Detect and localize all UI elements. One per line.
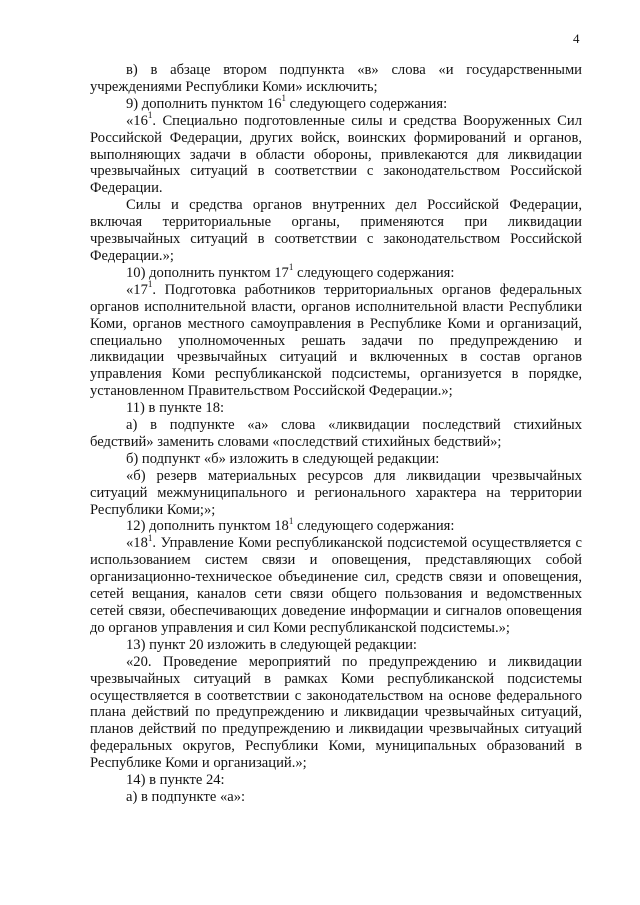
paragraph: [90, 109, 582, 198]
paragraph: [90, 532, 582, 636]
paragraph-text: следующего содержания:: [293, 518, 455, 535]
document-body: [90, 62, 582, 806]
paragraph: [90, 515, 582, 535]
paragraph: а) в подпункте «а»:: [126, 788, 246, 805]
paragraph-text: . Специально подготовленные силы и средства Вооруженных Сил Российской Федерации, других войск, воинских формирований и органов, выполняющих задачи в области обороны, привлекаются для ликвидации чрезвычайных ситуаций в соответствии с законодательством Российской Федерации.: [90, 112, 582, 197]
paragraph: [90, 262, 582, 282]
paragraph-text: следующего содержания:: [293, 264, 455, 281]
paragraph-text: «18: [126, 535, 148, 552]
superscript: 1: [288, 262, 294, 273]
paragraph-text: 9) дополнить пунктом 16: [126, 95, 282, 112]
superscript: 1: [147, 278, 153, 289]
paragraph: Силы и средства органов внутренних дел Российской Федерации, включая территориальные органы, применяются при ликвидации чрезвычайных ситуаций в соответствии с законодательством Российской Федерации.»;: [90, 197, 582, 264]
paragraph: [90, 92, 582, 113]
paragraph-text: 10) дополнить пунктом 17: [126, 264, 289, 281]
paragraph: 11) в пункте 18:: [126, 400, 225, 417]
paragraph: «20. Проведение мероприятий по предупреждению и ликвидации чрезвычайных ситуаций в рамках Коми республиканской подсистемы осуществляется в соответствии с законодательством на основе федерального плана действий по предупреждению и ликвидации чрезвычайных ситуаций, планов действий по предупреждению и ликвидации чрезвычайных ситуаций федеральных округов, Республики Коми, муниципальных образований в Республике Коми и организаций.»;: [90, 653, 582, 772]
superscript: 1: [281, 92, 287, 103]
paragraph: 13) пункт 20 изложить в следующей редакции:: [126, 636, 417, 653]
paragraph: в) в абзаце втором подпункта «в» слова «и государственными учреждениями Республики Коми» исключить;: [90, 62, 582, 95]
paragraph: [90, 278, 582, 400]
paragraph: «б) резерв материальных ресурсов для ликвидации чрезвычайных ситуаций межмуниципального и регионального характера на территории Республики Коми;»;: [90, 467, 582, 518]
superscript: 1: [147, 532, 153, 543]
paragraph: б) подпункт «б» изложить в следующей редакции:: [126, 450, 440, 467]
superscript: 1: [147, 109, 153, 120]
paragraph-text: следующего содержания:: [286, 95, 448, 112]
paragraph: а) в подпункте «а» слова «ликвидации последствий стихийных бедствий» заменить словами «последствий стихийных бедствий»;: [90, 417, 582, 450]
paragraph-text: «16: [126, 112, 148, 129]
paragraph-text: . Подготовка работников территориальных органов федеральных органов исполнительной власти, органов исполнительной власти Республики Коми, органов местного самоуправления в Республике Коми и организаций, специально уполномоченных решать задачи по предупреждению и ликвидации чрезвычайных ситуаций и включенных в состав органов управления Коми республиканской подсистемы, организуется в порядке, установленном Правительством Российской Федерации.»;: [90, 281, 582, 400]
paragraph-text: «17: [126, 281, 148, 298]
paragraph-text: . Управление Коми республиканской подсистемой осуществляется с использованием систем связи и оповещения, представляющих собой организационно-техническое объединение сил, средств связи и оповещения, сетей вещания, каналов сети связи общего пользования и ведомственных сетей связи, обеспечивающих доведение информации и сигналов оповещения до органов управления и сил Коми республиканской подсистемы.»;: [90, 535, 582, 636]
page-number: 4: [573, 31, 580, 46]
superscript: 1: [288, 515, 294, 526]
paragraph-text: 12) дополнить пунктом 18: [126, 518, 289, 535]
paragraph: 14) в пункте 24:: [126, 772, 225, 789]
